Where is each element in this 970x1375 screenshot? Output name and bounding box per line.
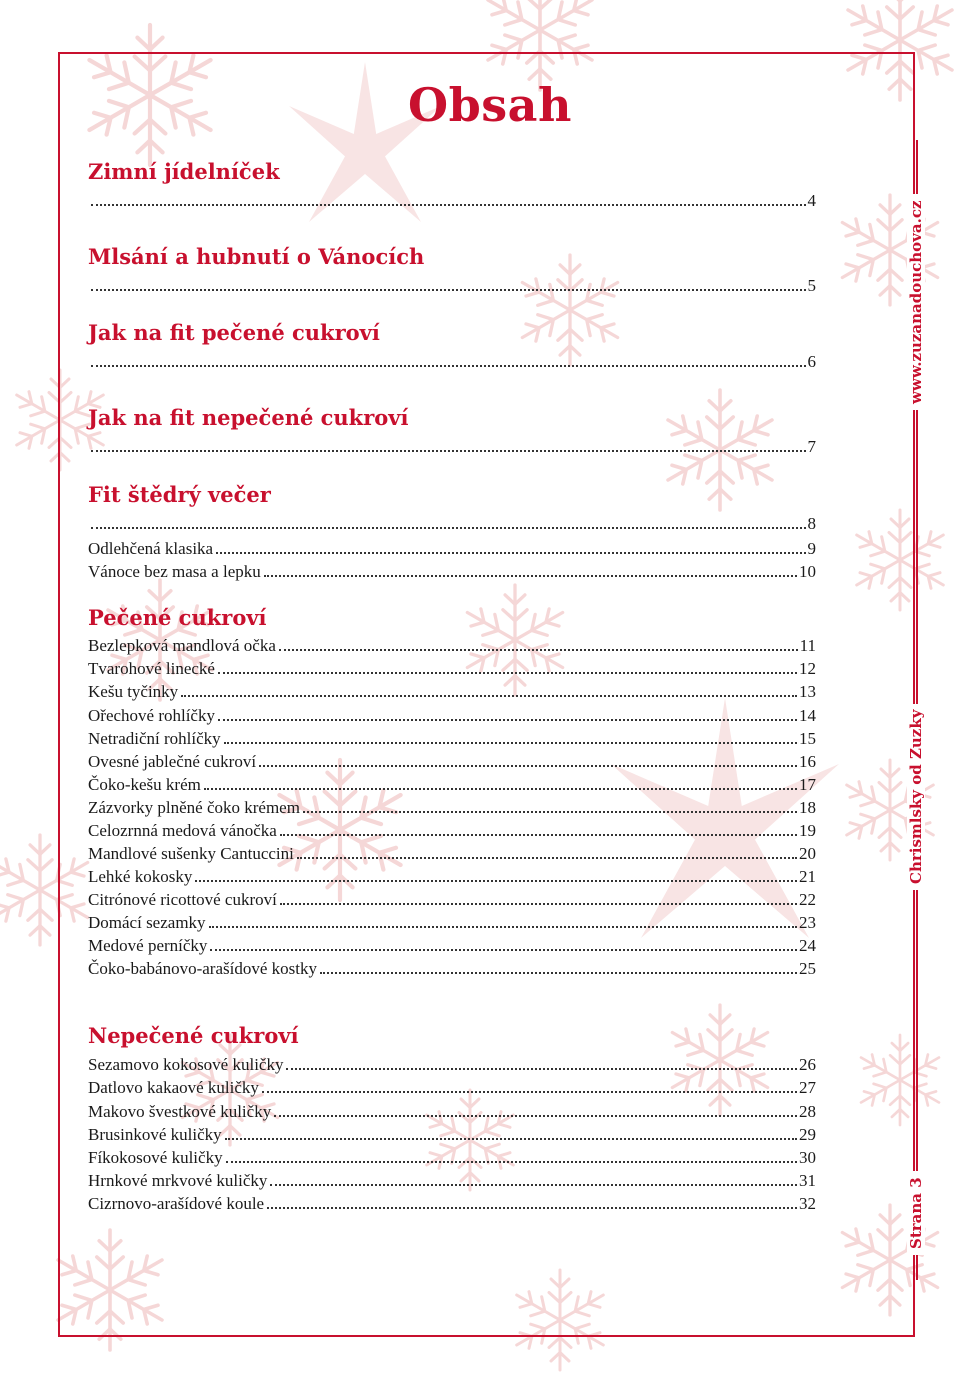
dot-leader — [226, 1161, 797, 1163]
toc-entry-page: 9 — [807, 539, 816, 558]
toc-entry-label: Datlovo kakaové kuličky — [88, 1078, 259, 1097]
dot-leader — [181, 695, 797, 697]
toc-entry-page: 11 — [799, 636, 816, 655]
toc-entry[interactable] — [88, 682, 816, 702]
toc-entry-page: 14 — [799, 706, 816, 725]
toc-entry-page: 18 — [799, 798, 816, 817]
toc-entry-page: 24 — [799, 936, 816, 955]
toc-entry[interactable] — [88, 775, 816, 795]
toc-entry-page: 22 — [799, 890, 816, 909]
toc-entry-label: Makovo švestkové kuličky — [88, 1102, 272, 1121]
toc-entry[interactable] — [88, 821, 816, 841]
toc-entry-page: 21 — [799, 867, 816, 886]
dot-leader — [218, 719, 797, 721]
section-heading-pecene-cukrovi: Pečené cukroví — [88, 605, 267, 630]
toc-entry[interactable] — [88, 276, 816, 296]
book-title: Chrismlsky od Zuzky — [907, 704, 925, 890]
toc-entry-page: 29 — [799, 1125, 816, 1144]
section-heading-zimni-jidelnicek: Zimní jídelníček — [88, 159, 280, 184]
dot-leader — [286, 1068, 797, 1070]
toc-entry[interactable] — [88, 890, 816, 910]
toc-entry-page: 10 — [799, 562, 816, 581]
dot-leader — [91, 527, 806, 529]
toc-entry[interactable] — [88, 539, 816, 559]
toc-entry-label: Celozrnná medová vánočka — [88, 821, 277, 840]
toc-entry[interactable] — [88, 729, 816, 749]
toc-entry[interactable] — [88, 936, 816, 956]
toc-entry[interactable] — [88, 752, 816, 772]
toc-entry-page: 25 — [799, 959, 816, 978]
dot-leader — [209, 926, 797, 928]
dot-leader — [267, 1207, 797, 1209]
toc-entry-label: Cizrnovo-arašídové koule — [88, 1194, 265, 1213]
toc-entry[interactable] — [88, 437, 816, 457]
toc-entry[interactable] — [88, 844, 816, 864]
toc-entry-page: 27 — [799, 1078, 816, 1097]
dot-leader — [91, 450, 806, 452]
toc-entry[interactable] — [88, 562, 816, 582]
toc-entry-page: 20 — [799, 844, 816, 863]
toc-entry-label: Lehké kokosky — [88, 867, 193, 886]
toc-entry-label: Bezlepková mandlová očka — [88, 636, 276, 655]
dot-leader — [91, 289, 806, 291]
toc-entry-label: Medové perníčky — [88, 936, 208, 955]
page-title: Obsah — [408, 78, 572, 132]
dot-leader — [216, 552, 805, 554]
toc-entry[interactable] — [88, 706, 816, 726]
dot-leader — [280, 834, 797, 836]
toc-entry-page: 6 — [807, 352, 816, 371]
toc-entry-page: 19 — [799, 821, 816, 840]
dot-leader — [264, 575, 797, 577]
dot-leader — [270, 1184, 797, 1186]
toc-entry-label: Fíkokosové kuličky — [88, 1148, 223, 1167]
toc-entry-page: 7 — [807, 437, 816, 456]
dot-leader — [320, 972, 797, 974]
toc-entry-label: Netradiční rohlíčky — [88, 729, 221, 748]
toc-entry[interactable] — [88, 1078, 816, 1098]
toc-entry[interactable] — [88, 1125, 816, 1145]
toc-entry-label: Sezamovo kokosové kuličky — [88, 1055, 284, 1074]
toc-entry[interactable] — [88, 1102, 816, 1122]
toc-entry-page: 32 — [799, 1194, 816, 1213]
dot-leader — [297, 857, 797, 859]
toc-entry[interactable] — [88, 191, 816, 211]
toc-entry-label: Odlehčená klasika — [88, 539, 214, 558]
toc-entry-label: Brusinkové kuličky — [88, 1125, 222, 1144]
toc-entry-page: 5 — [807, 276, 816, 295]
section-heading-fit-stedry-vecer: Fit štědrý večer — [88, 482, 271, 507]
toc-entry[interactable] — [88, 798, 816, 818]
dot-leader — [262, 1091, 797, 1093]
dot-leader — [225, 1138, 797, 1140]
toc-entry[interactable] — [88, 1171, 816, 1191]
toc-entry-page: 15 — [799, 729, 816, 748]
dot-leader — [218, 672, 797, 674]
toc-entry-label: Ořechové rohlíčky — [88, 706, 215, 725]
dot-leader — [280, 903, 797, 905]
toc-entry[interactable] — [88, 867, 816, 887]
toc-entry[interactable] — [88, 1055, 816, 1075]
toc-entry-page: 23 — [799, 913, 816, 932]
toc-entry-label: Tvarohové linecké — [88, 659, 215, 678]
toc-entry-page: 16 — [799, 752, 816, 771]
dot-leader — [195, 880, 797, 882]
toc-entry-page: 4 — [807, 191, 816, 210]
toc-entry[interactable] — [88, 1194, 816, 1214]
dot-leader — [91, 204, 806, 206]
section-heading-mlsani-a-hubnuti: Mlsání a hubnutí o Vánocích — [88, 244, 425, 269]
section-heading-fit-nepecene-cukrovi: Jak na fit nepečené cukroví — [88, 405, 409, 430]
toc-entry[interactable] — [88, 659, 816, 679]
dot-leader — [204, 788, 797, 790]
toc-entry-label: Kešu tyčinky — [88, 682, 179, 701]
toc-entry[interactable] — [88, 514, 816, 534]
dot-leader — [210, 949, 797, 951]
dot-leader — [259, 765, 797, 767]
toc-entry-page: 30 — [799, 1148, 816, 1167]
toc-entry[interactable] — [88, 1148, 816, 1168]
toc-entry[interactable] — [88, 352, 816, 372]
toc-entry-label: Vánoce bez masa a lepku — [88, 562, 261, 581]
toc-entry[interactable] — [88, 959, 816, 979]
dot-leader — [91, 365, 806, 367]
toc-entry-label: Ovesné jablečné cukroví — [88, 752, 257, 771]
toc-entry-page: 8 — [807, 514, 816, 533]
toc-entry-page: 31 — [799, 1171, 816, 1190]
toc-entry[interactable] — [88, 636, 816, 656]
toc-entry-page: 13 — [799, 682, 816, 701]
toc-entry[interactable] — [88, 913, 816, 933]
dot-leader — [279, 649, 798, 651]
dot-leader — [303, 811, 797, 813]
dot-leader — [224, 742, 797, 744]
toc-entry-label: Domácí sezamky — [88, 913, 206, 932]
toc-entry-label: Mandlové sušenky Cantuccini — [88, 844, 294, 863]
toc-entry-page: 26 — [799, 1055, 816, 1074]
dot-leader — [274, 1115, 797, 1117]
toc-entry-label: Čoko-babánovo-arašídové kostky — [88, 959, 317, 978]
toc-entry-label: Zázvorky plněné čoko krémem — [88, 798, 300, 817]
section-heading-fit-pecene-cukrovi: Jak na fit pečené cukroví — [88, 320, 380, 345]
toc-entry-label: Citrónové ricottové cukroví — [88, 890, 277, 909]
toc-entry-page: 17 — [799, 775, 816, 794]
toc-entry-label: Čoko-kešu krém — [88, 775, 201, 794]
page-number-label: Strana 3 — [907, 1171, 925, 1255]
toc-entry-page: 12 — [799, 659, 816, 678]
toc-entry-page: 28 — [799, 1102, 816, 1121]
toc-entry-label: Hrnkové mrkvové kuličky — [88, 1171, 268, 1190]
website-link[interactable]: www.zuzanadouchova.cz — [907, 195, 925, 411]
section-heading-nepecene-cukrovi: Nepečené cukroví — [88, 1023, 299, 1048]
